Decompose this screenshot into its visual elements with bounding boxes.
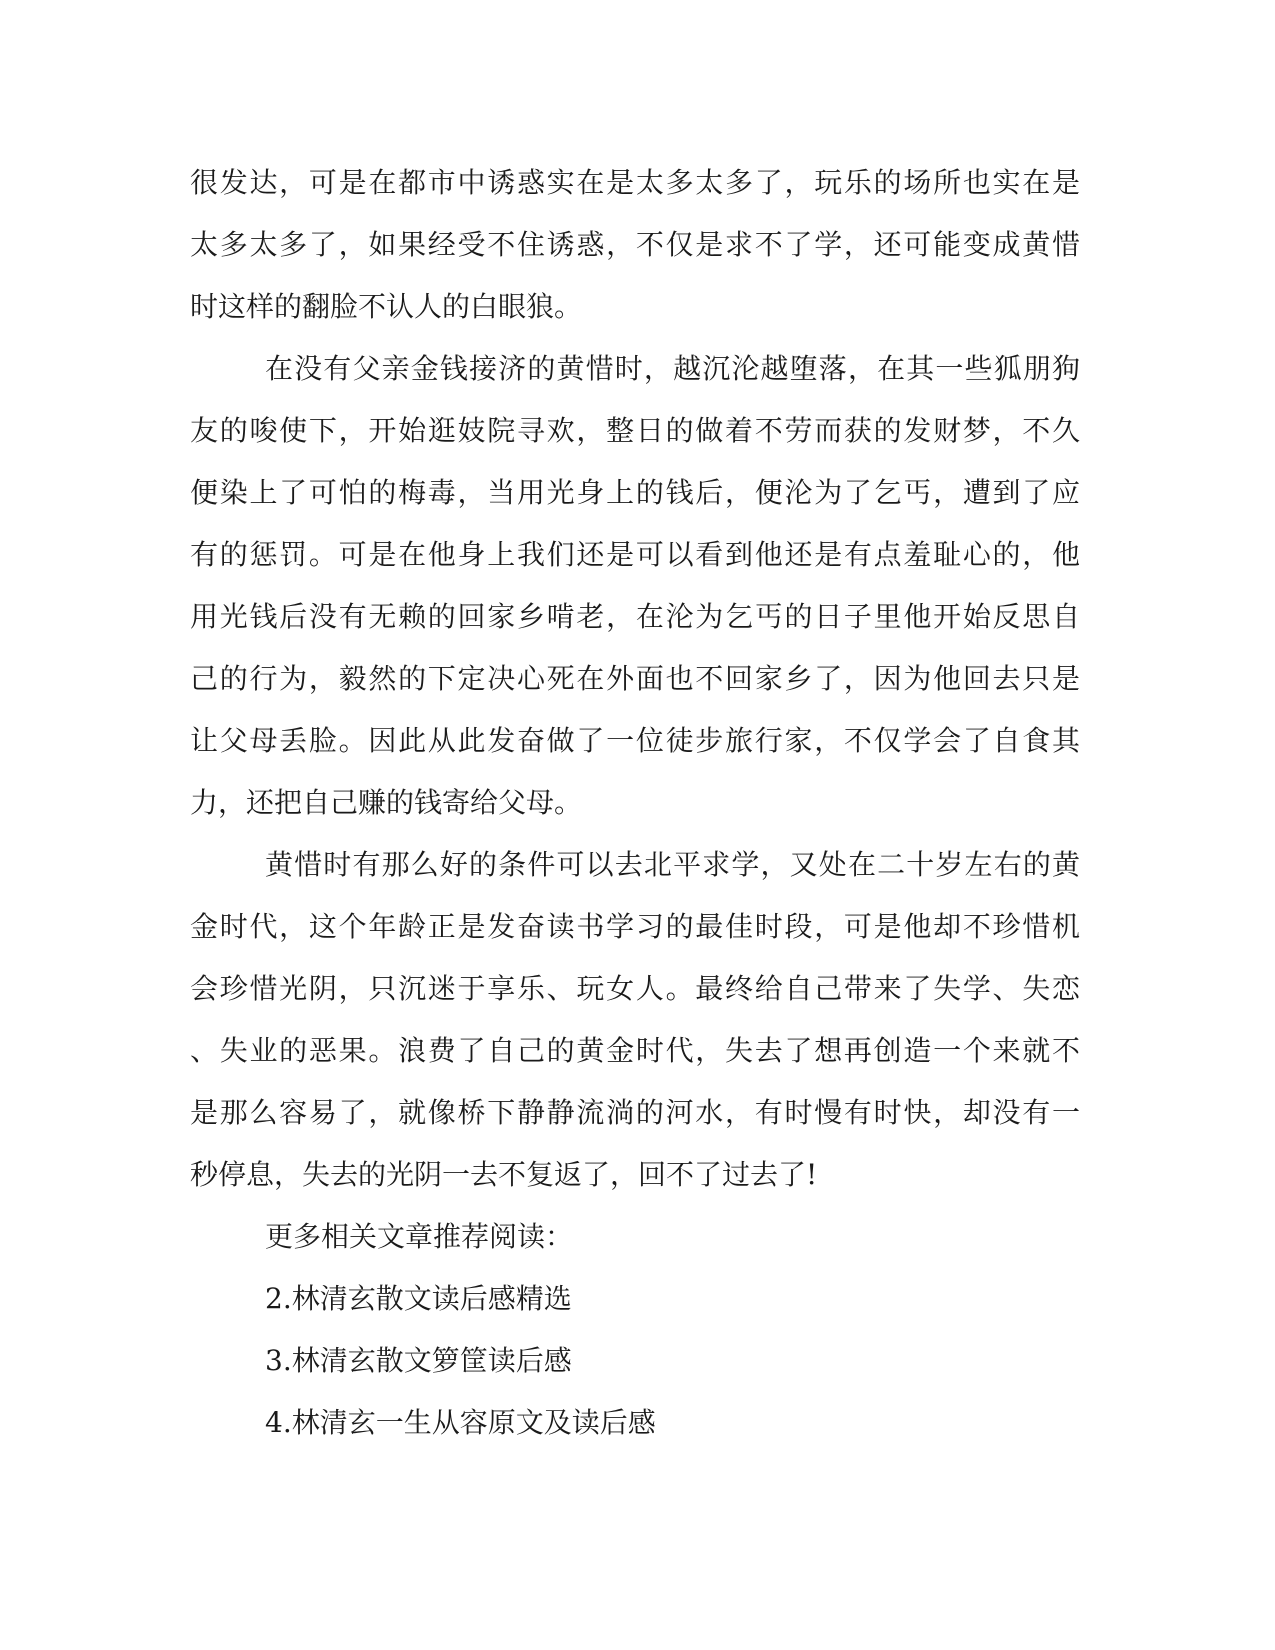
- text-line: 时这样的翻脸不认人的白眼狼。: [190, 290, 583, 323]
- paragraph-3: [190, 834, 1080, 1206]
- text-line: 己的行为，毅然的下定决心死在外面也不回家乡了，因为他回去只是: [190, 662, 1080, 695]
- text-line: 是那么容易了，就像桥下静静流淌的河水，有时慢有时快，却没有一: [190, 1096, 1080, 1129]
- paragraph-1: [190, 152, 1080, 338]
- text-line: 在没有父亲金钱接济的黄惜时，越沉沦越堕落，在其一些狐朋狗: [265, 352, 1080, 385]
- related-heading: 更多相关文章推荐阅读：: [265, 1220, 574, 1253]
- text-line: 黄惜时有那么好的条件可以去北平求学，又处在二十岁左右的黄: [265, 848, 1080, 881]
- document-body: [190, 152, 1080, 1454]
- related-link[interactable]: 3.林清玄散文箩筐读后感: [265, 1344, 572, 1377]
- text-line: 太多太多了，如果经受不住诱惑，不仅是求不了学，还可能变成黄惜: [190, 228, 1080, 261]
- text-line: 很发达，可是在都市中诱惑实在是太多太多了，玩乐的场所也实在是: [190, 166, 1080, 199]
- text-line: 用光钱后没有无赖的回家乡啃老，在沦为乞丐的日子里他开始反思自: [190, 600, 1080, 633]
- related-link[interactable]: 4.林清玄一生从容原文及读后感: [265, 1406, 656, 1439]
- text-line: 、失业的恶果。浪费了自己的黄金时代，失去了想再创造一个来就不: [190, 1034, 1080, 1067]
- text-line: 力，还把自己赚的钱寄给父母。: [190, 786, 583, 819]
- text-line: 会珍惜光阴，只沉迷于享乐、玩女人。最终给自己带来了失学、失恋: [190, 972, 1080, 1005]
- related-link[interactable]: 2.林清玄散文读后感精选: [265, 1282, 572, 1315]
- text-line: 便染上了可怕的梅毒，当用光身上的钱后，便沦为了乞丐，遭到了应: [190, 476, 1080, 509]
- text-line: 让父母丢脸。因此从此发奋做了一位徒步旅行家，不仅学会了自食其: [190, 724, 1080, 757]
- text-line: 友的唆使下，开始逛妓院寻欢，整日的做着不劳而获的发财梦，不久: [190, 414, 1080, 447]
- paragraph-2: [190, 338, 1080, 834]
- related-articles: [190, 1206, 1080, 1454]
- text-line: 秒停息，失去的光阴一去不复返了，回不了过去了!: [190, 1158, 818, 1191]
- text-line: 有的惩罚。可是在他身上我们还是可以看到他还是有点羞耻心的，他: [190, 538, 1080, 571]
- text-line: 金时代，这个年龄正是发奋读书学习的最佳时段，可是他却不珍惜机: [190, 910, 1080, 943]
